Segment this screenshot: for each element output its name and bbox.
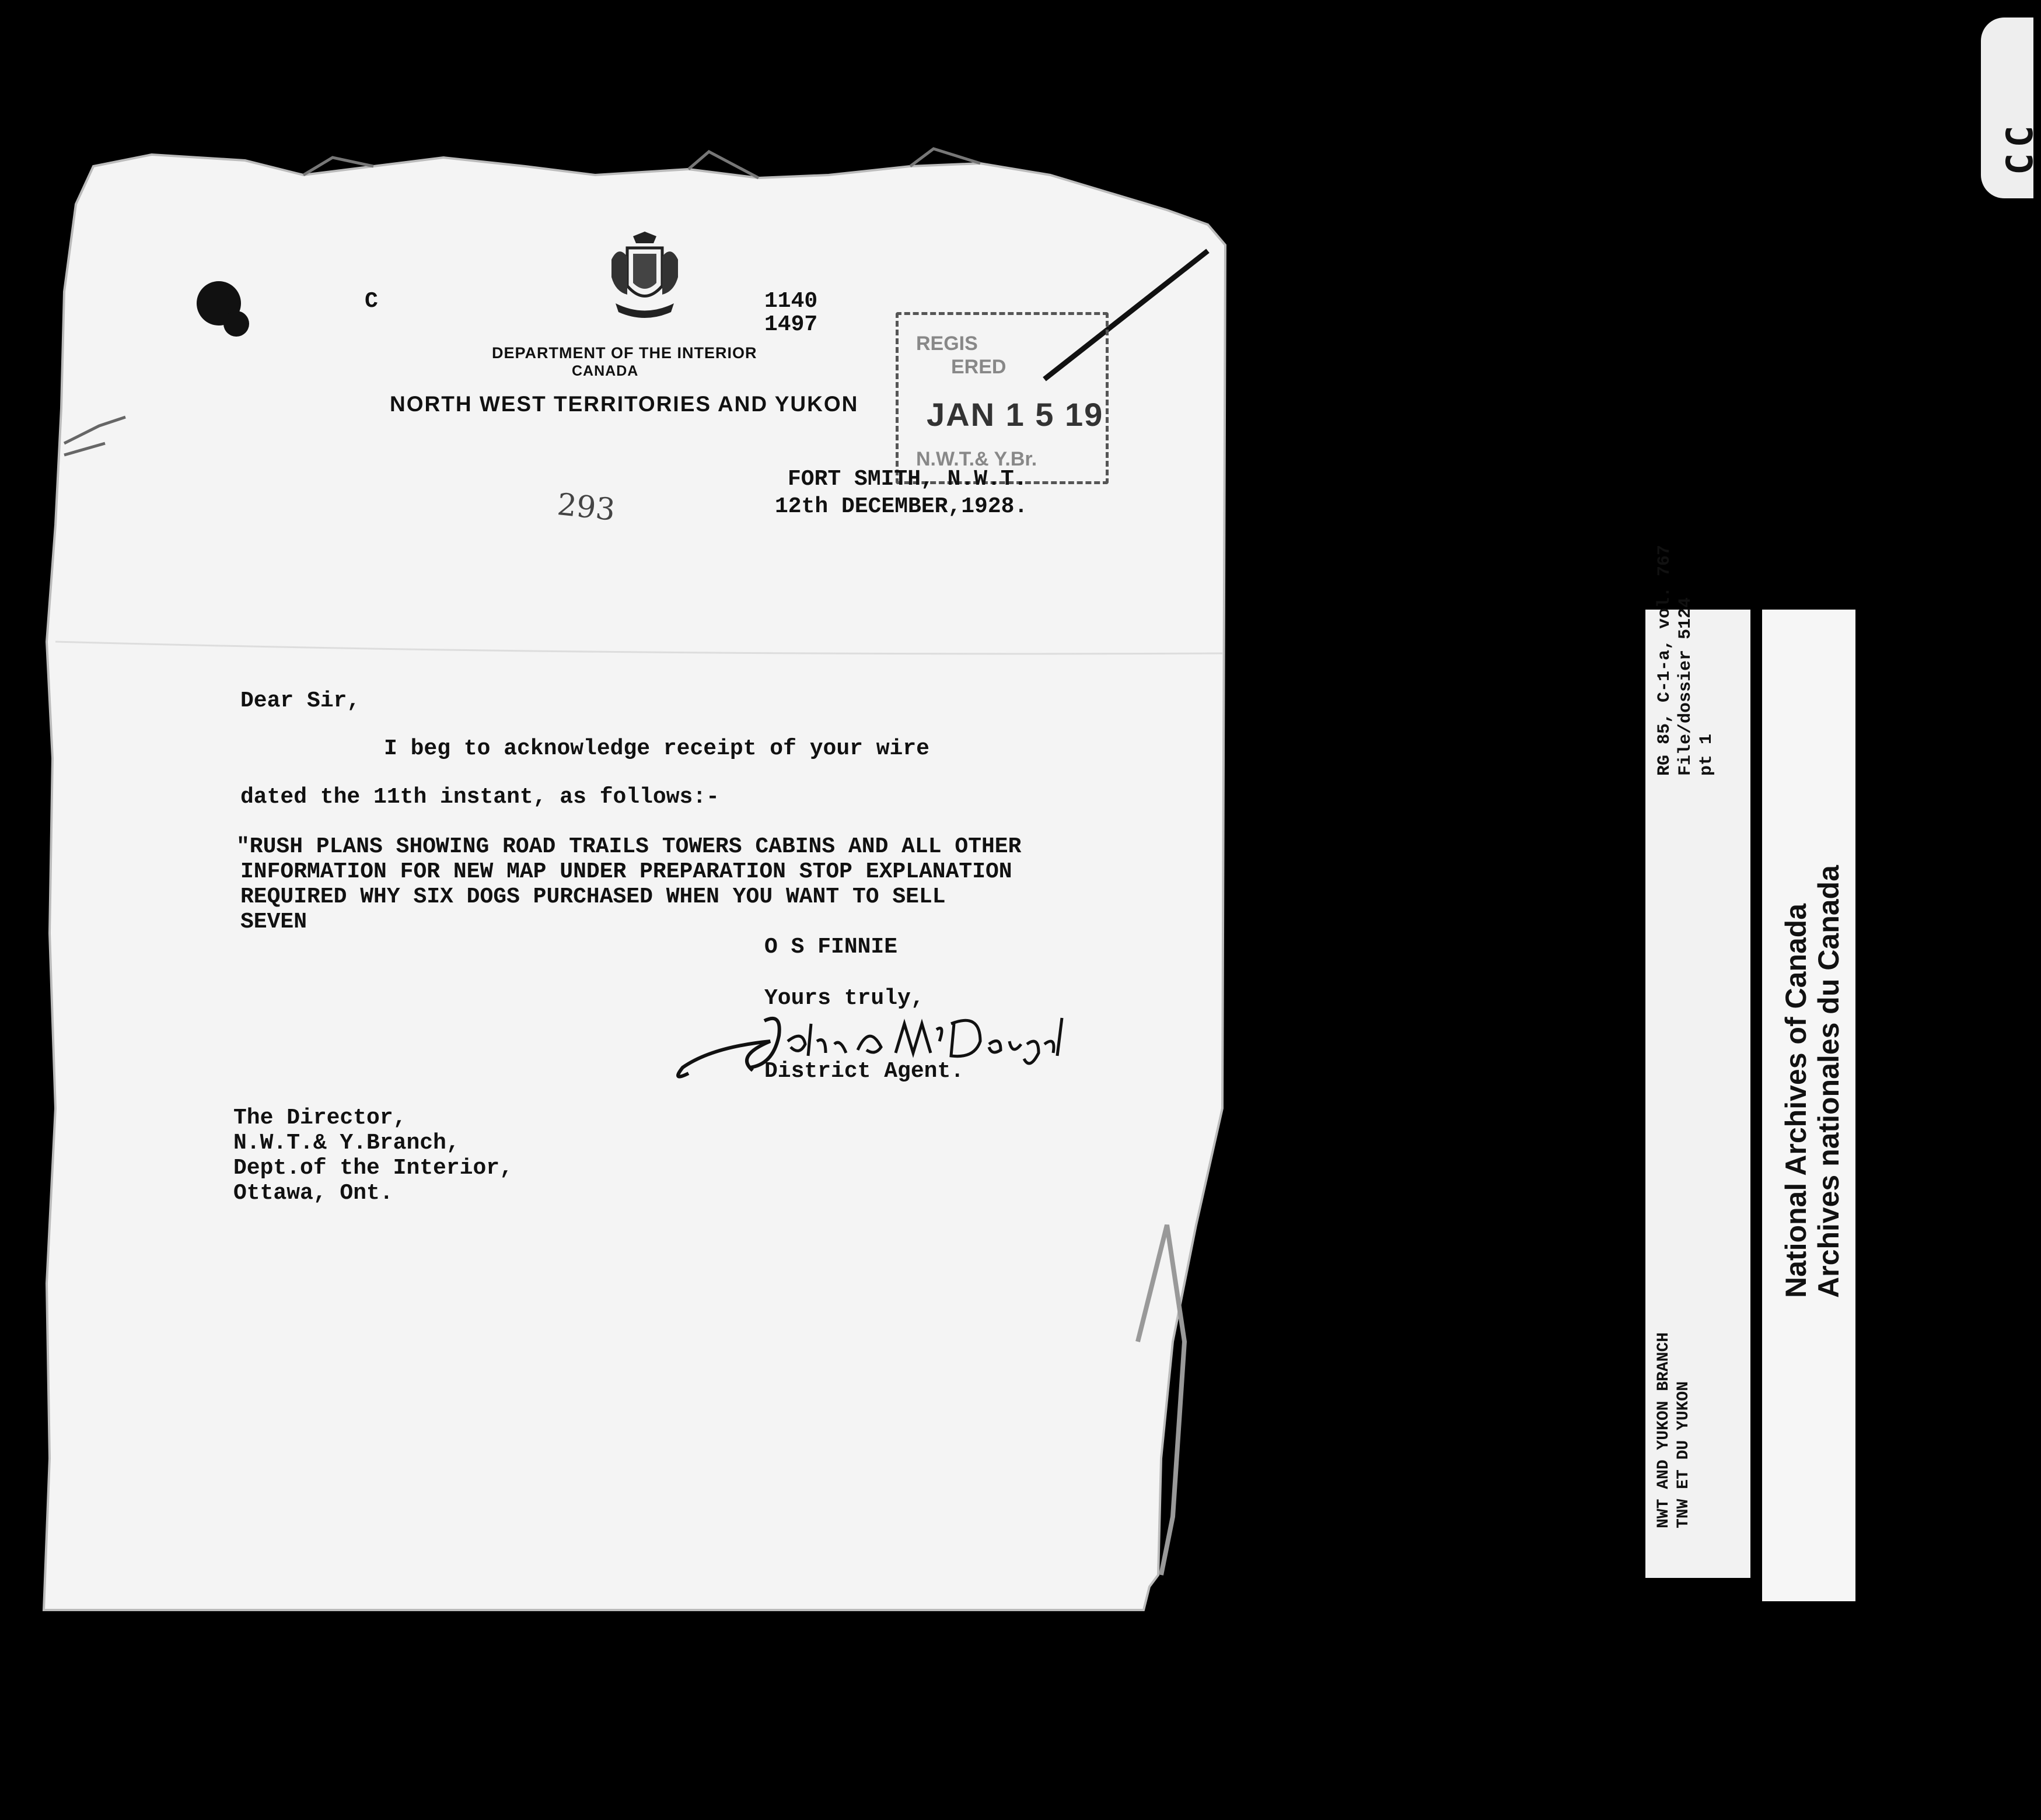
addressee-line: Dept.of the Interior, — [233, 1156, 513, 1181]
addressee-line: N.W.T.& Y.Branch, — [233, 1130, 460, 1156]
archive-branch-name — [1654, 1332, 1694, 1528]
department-name: DEPARTMENT OF THE INTERIOR — [492, 344, 757, 362]
stamp-date: JAN 1 5 19 — [927, 396, 1104, 433]
institution-line: National Archives of Canada — [1780, 903, 1812, 1298]
dateline-date: 12th DECEMBER,1928. — [775, 494, 1028, 519]
file-number-2: 1497 — [764, 312, 818, 337]
dateline-place: FORT SMITH, N.W.T. — [788, 467, 1028, 492]
coat-of-arms-icon — [607, 230, 683, 324]
addressee-line: The Director, — [233, 1105, 407, 1130]
stamp-line-2: ERED — [951, 356, 1006, 378]
body-line-2: dated the 11th instant, as follows:- — [240, 785, 719, 810]
salutation: Dear Sir, — [240, 688, 361, 713]
stamped-number: 293 — [555, 487, 617, 528]
addressee-line: Ottawa, Ont. — [233, 1181, 393, 1206]
closing: Yours truly, — [764, 986, 924, 1011]
reference-line: File/dossier 5124 — [1676, 597, 1696, 776]
received-stamp — [896, 312, 1109, 484]
department-country: CANADA — [572, 363, 639, 379]
institution-line: Archives nationales du Canada — [1812, 865, 1845, 1298]
signer-title: District Agent. — [764, 1059, 964, 1084]
branch-line: TNW ET DU YUKON — [1675, 1381, 1693, 1528]
reference-line: pt 1 — [1697, 733, 1717, 776]
quoted-wire-line: INFORMATION FOR NEW MAP UNDER PREPARATION STOP EXPLANATION — [240, 859, 1012, 884]
stamp-line-3: N.W.T.& Y.Br. — [916, 448, 1037, 470]
branch-line: NWT AND YUKON BRANCH — [1655, 1332, 1673, 1528]
archive-reference — [1654, 545, 1717, 776]
file-prefix: C — [365, 289, 378, 314]
quoted-wire-line: SEVEN — [240, 909, 307, 935]
wire-sender: O S FINNIE — [764, 935, 898, 960]
body-line-1: I beg to acknowledge receipt of your wire — [384, 736, 929, 761]
quoted-wire-line: "RUSH PLANS SHOWING ROAD TRAILS TOWERS CABINS AND ALL OTHER — [236, 834, 1022, 859]
reference-line: RG 85, C-1-a, vol. 767 — [1655, 544, 1675, 776]
reel-marker: CC — [1998, 120, 2041, 175]
branch-heading: NORTH WEST TERRITORIES AND YUKON — [390, 392, 859, 416]
quoted-wire-line: REQUIRED WHY SIX DOGS PURCHASED WHEN YOU WANT TO SELL — [240, 884, 946, 909]
stamp-line-1: REGIS — [916, 332, 978, 355]
file-number-1: 1140 — [764, 289, 818, 314]
archive-institution — [1780, 865, 1845, 1298]
